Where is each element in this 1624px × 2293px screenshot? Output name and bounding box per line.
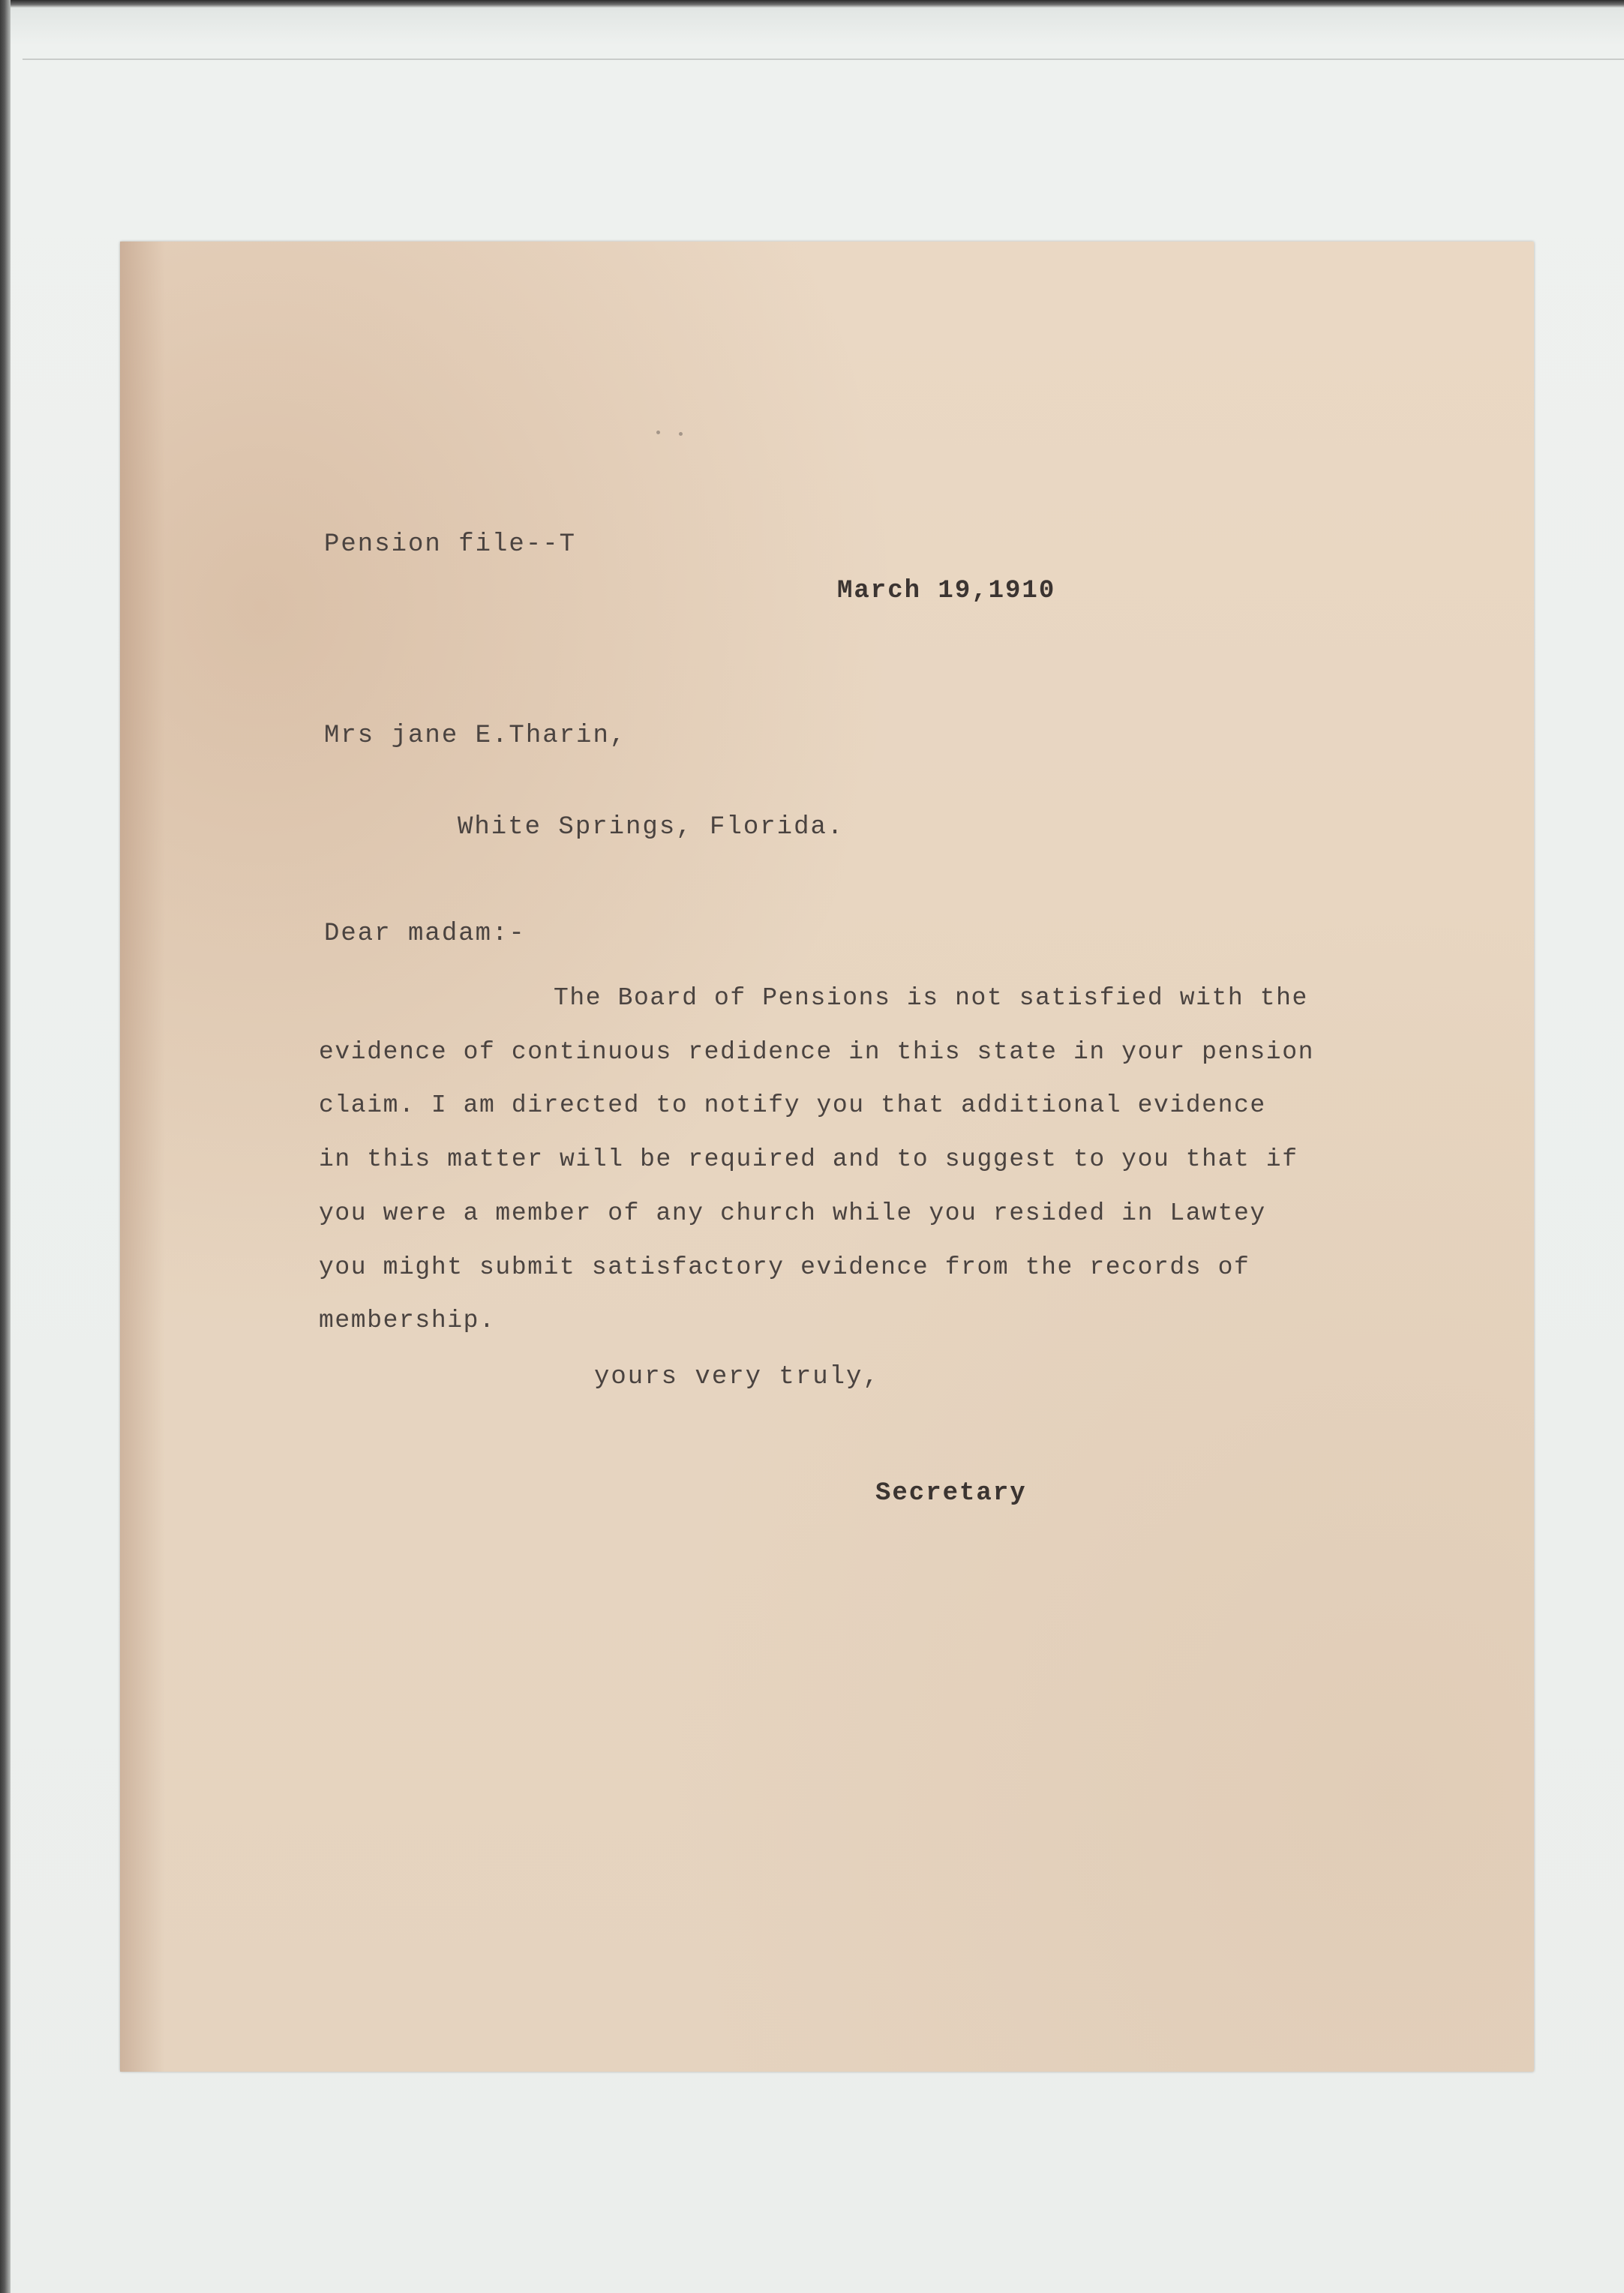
scanner-line [23,59,1624,60]
body-line: membership. [319,1307,496,1334]
body-line: claim. I am directed to notify you that additional evidence [319,1091,1266,1119]
body-line: in this matter will be required and to suggest to you that if [319,1145,1298,1173]
paper-speck [656,431,660,434]
body-line: you were a member of any church while you resided in Lawtey [319,1199,1266,1227]
paper-shading [120,242,165,2072]
salutation: Dear madam:- [324,920,526,948]
paper-speck [679,432,683,436]
letter-paper [120,242,1534,2072]
body-line: evidence of continuous redidence in this state in your pension [319,1038,1314,1066]
signature-title: Secretary [875,1479,1027,1508]
scanner-left-edge [0,0,11,2293]
scanner-top-edge [0,0,1624,8]
body-line: The Board of Pensions is not satisfied with the [554,984,1308,1012]
body-line: you might submit satisfactory evidence from the records of [319,1253,1250,1281]
recipient-address: White Springs, Florida. [458,813,845,842]
closing: yours very truly, [594,1363,880,1391]
file-reference: Pension file--T [324,530,577,559]
letter-date: March 19,1910 [837,577,1056,605]
recipient-name: Mrs jane E.Tharin, [324,722,627,750]
